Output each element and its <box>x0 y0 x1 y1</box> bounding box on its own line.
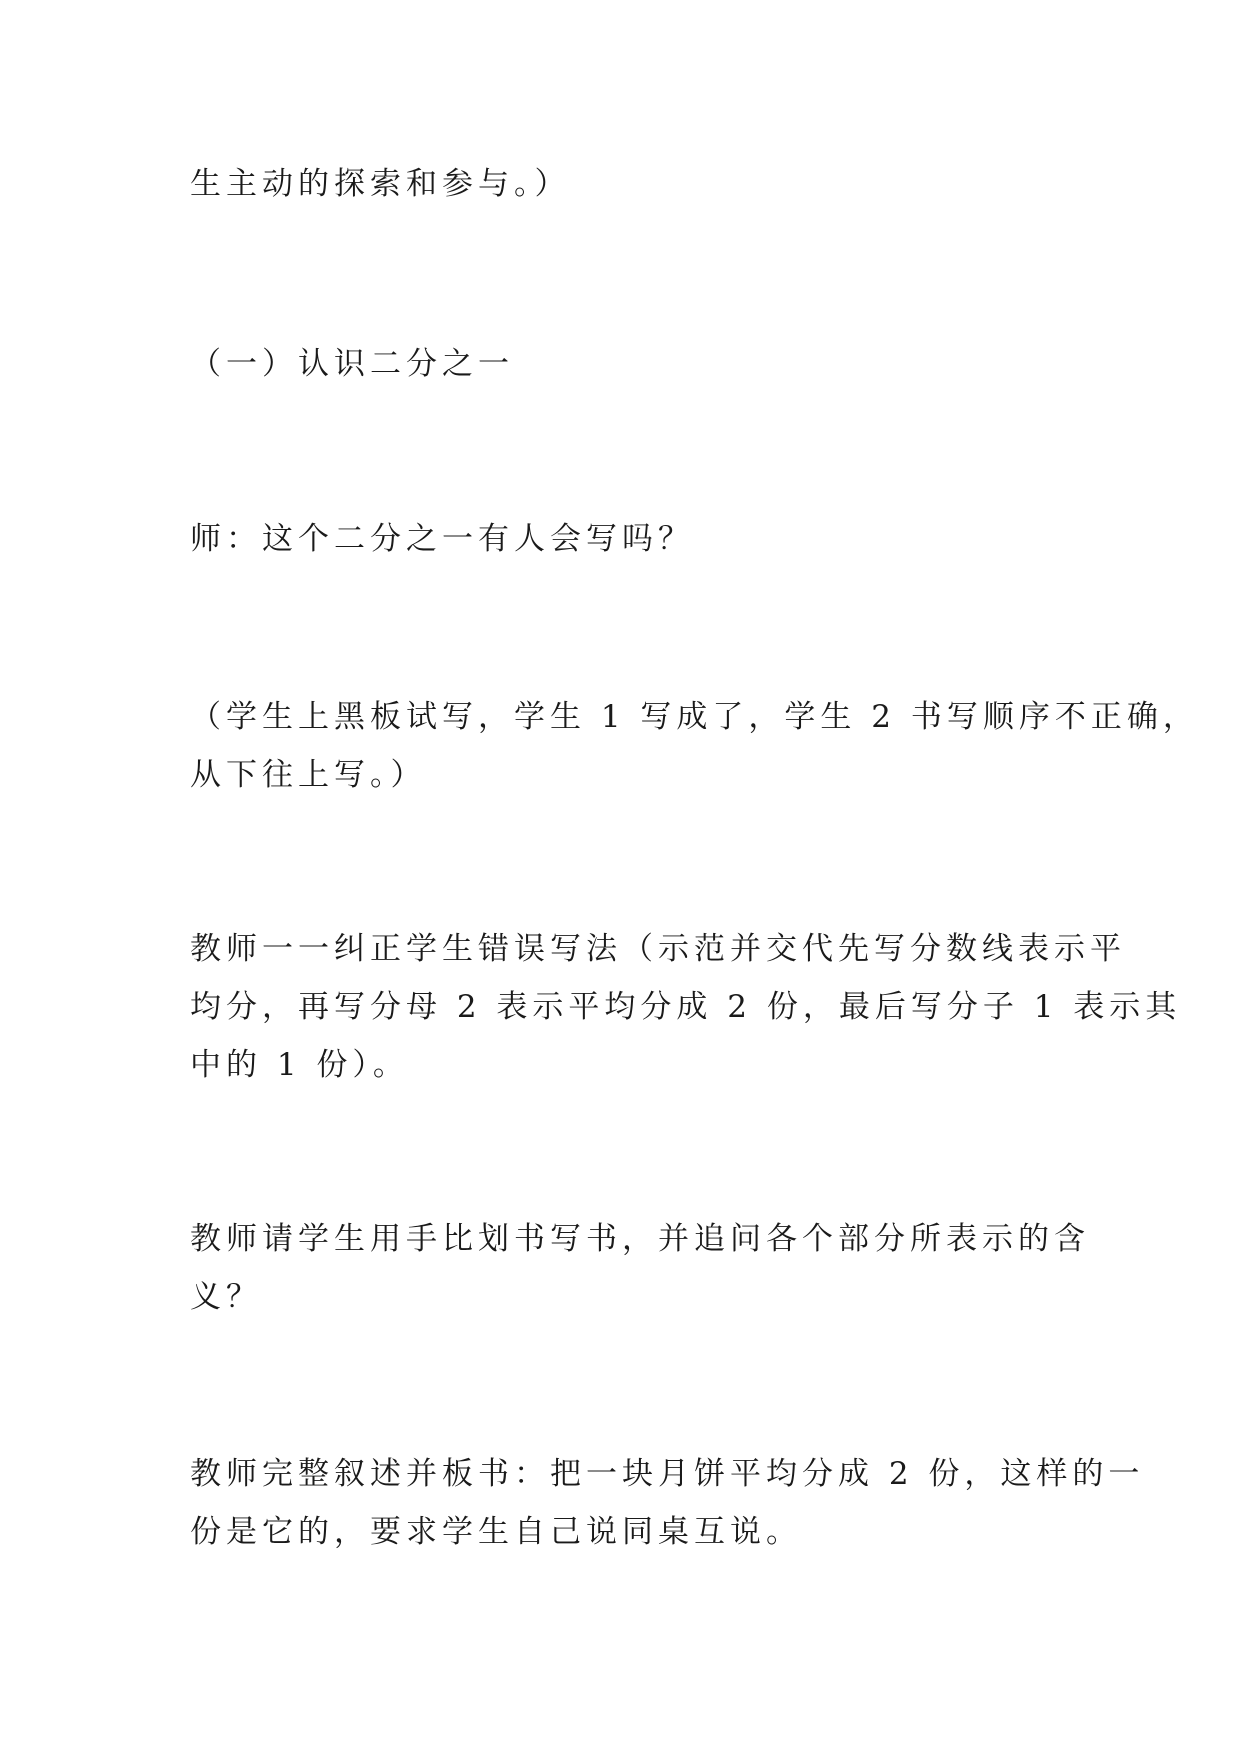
paragraph-line: 教师完整叙述并板书：把一块月饼平均分成 2 份，这样的一 <box>190 1456 1145 1492</box>
paragraph-line: 师：这个二分之一有人会写吗？ <box>190 521 694 557</box>
paragraph-7 <box>190 1445 1145 1561</box>
paragraph-line: 从下往上写。） <box>190 757 427 793</box>
paragraph-line: （学生上黑板试写，学生 1 写成了，学生 2 书写顺序不正确， <box>190 699 1199 735</box>
paragraph-line: 均分，再写分母 2 表示平均分成 2 份，最后写分子 1 表示其 <box>190 989 1182 1025</box>
paragraph-line: 份是它的，要求学生自己说同桌互说。 <box>190 1514 802 1550</box>
paragraph-6 <box>190 1210 1090 1326</box>
paragraph-3 <box>190 510 1060 568</box>
paragraph-line: 义？ <box>190 1279 262 1315</box>
paragraph-1 <box>190 155 1060 213</box>
paragraph-4 <box>190 688 1199 804</box>
paragraph-line: 中的 1 份）。 <box>190 1047 409 1083</box>
paragraph-line: 教师一一纠正学生错误写法（示范并交代先写分数线表示平 <box>190 931 1126 967</box>
paragraph-line: （一）认识二分之一 <box>190 346 514 382</box>
paragraph-line: 生主动的探索和参与。） <box>190 166 571 202</box>
paragraph-5 <box>190 920 1182 1094</box>
paragraph-line: 教师请学生用手比划书写书，并追问各个部分所表示的含 <box>190 1221 1090 1257</box>
section-heading <box>190 335 1060 393</box>
